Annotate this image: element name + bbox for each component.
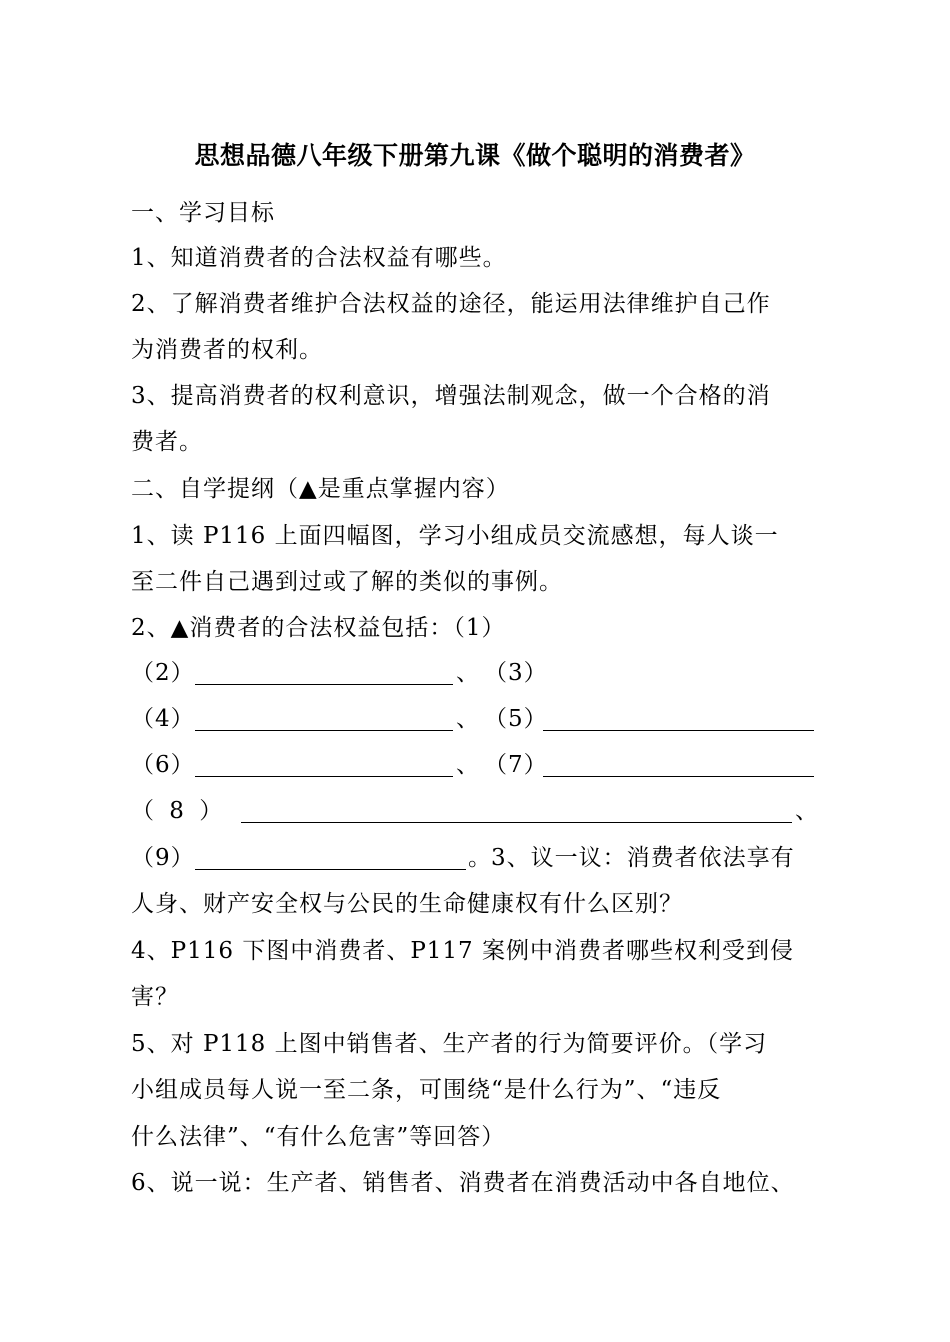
goal-item-2-line1: 2、了解消费者维护合法权益的途径，能运用法律维护自己作 [131, 291, 771, 317]
separator: 、 [456, 752, 480, 778]
outline-item-4-line2: 害？ [131, 984, 179, 1010]
blank-label-7: （7） [484, 752, 548, 778]
outline-item-2: 2、▲消费者的合法权益包括：（1） [131, 615, 506, 641]
outline-item-5-line3: 什么法律”、“有什么危害”等回答） [131, 1124, 506, 1150]
blank-label-9: （9） [131, 845, 195, 871]
fill-blank-7[interactable] [543, 756, 814, 777]
goal-item-3-line2: 费者。 [131, 429, 203, 455]
outline-item-3-line2: 人身、财产安全权与公民的生命健康权有什么区别？ [131, 891, 683, 917]
fill-blank-9[interactable] [195, 849, 466, 870]
goal-item-2-line2: 为消费者的权利。 [131, 337, 323, 363]
fill-blank-2[interactable] [195, 664, 453, 685]
blank-label-6: （6） [131, 752, 195, 778]
outline-item-1-line2: 至二件自己遇到过或了解的类似的事例。 [131, 569, 563, 595]
goal-item-1: 1、知道消费者的合法权益有哪些。 [131, 245, 507, 271]
outline-item-6-line1: 6、说一说：生产者、销售者、消费者在消费活动中各自地位、 [131, 1170, 795, 1196]
blank-label-4: （4） [131, 706, 195, 732]
page-title: 思想品德八年级下册第九课《做个聪明的消费者》 [194, 141, 756, 170]
separator: 、 [456, 706, 480, 732]
fill-blank-6[interactable] [195, 756, 453, 777]
outline-item-3-line1: 3、议一议：消费者依法享有 [491, 845, 795, 871]
outline-item-5-line1: 5、对 P118 上图中销售者、生产者的行为简要评价。（学习 [131, 1031, 768, 1057]
period-mark: 。 [468, 845, 492, 871]
outline-item-1-line1: 1、读 P116 上面四幅图，学习小组成员交流感想，每人谈一 [131, 523, 779, 549]
blank-label-3: （3） [484, 660, 548, 686]
outline-item-4-line1: 4、P116 下图中消费者、P117 案例中消费者哪些权利受到侵 [131, 938, 795, 964]
fill-blank-8[interactable] [241, 802, 792, 823]
goal-item-3-line1: 3、提高消费者的权利意识，增强法制观念，做一个合格的消 [131, 383, 771, 409]
blank-label-2: （2） [131, 660, 195, 686]
section-heading-goals: 一、学习目标 [131, 200, 275, 226]
section-heading-outline: 二、自学提纲（▲是重点掌握内容） [131, 476, 510, 502]
separator: 、 [456, 660, 480, 686]
separator: 、 [795, 798, 819, 824]
fill-blank-4[interactable] [195, 710, 453, 731]
blank-label-5: （5） [484, 706, 548, 732]
blank-label-8: （ 8 ） [131, 798, 227, 824]
outline-item-5-line2: 小组成员每人说一至二条，可围绕“是什么行为”、“违反 [131, 1077, 722, 1103]
fill-blank-5[interactable] [543, 710, 814, 731]
